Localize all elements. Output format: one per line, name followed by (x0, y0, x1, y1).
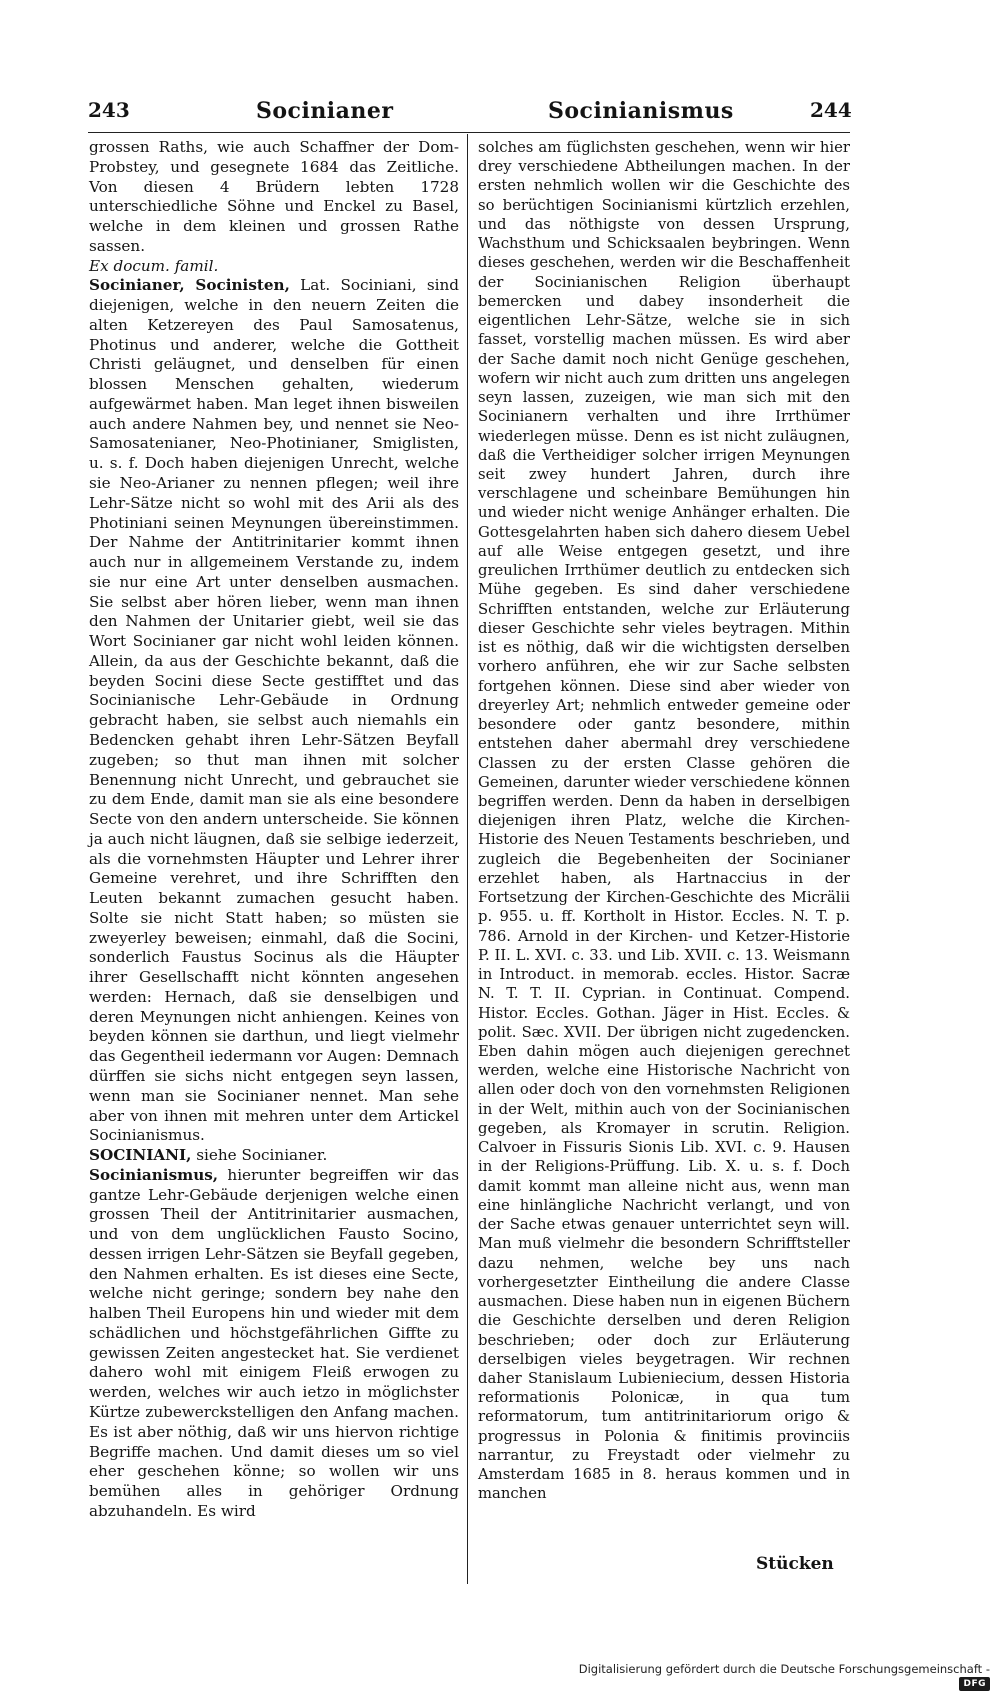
page-header (88, 98, 850, 132)
right-running-head: Socinianismus (548, 98, 734, 124)
entry-text: hierunter begreiffen wir das gantze Lehr-Gebäude derjenigen welche einen grossen Theil der Antitrinitarier ausmachen, und von dem unglücklichen Fausto Socino, dessen irrigen Lehr-Sätzen sie Beyfall gegeben, den Nahmen erhalten. Es ist dieses eine Secte, welche nicht geringe; sondern bey nahe den halben Theil Europens hin und wieder mit dem schädlichen und höchstgefährlichen Giffte zu gewissen Zeiten angestecket hat. Sie verdienet dahero wohl mit einigem Fleiß erwogen zu werden, welches wir auch ietzo in möglichster Kürtze zubewerckstelligen den Anfang machen. Es ist aber nöthig, daß wir uns hiervon richtige Begriffe machen. Und damit dieses um so viel eher geschehen könne; so wollen wir uns bemühen alles in gehöriger Ordnung abzuhandeln. Es wird (89, 1165, 459, 1520)
entry-headword: Socinianer, Socinisten, (89, 276, 290, 295)
catchword: Stücken (756, 1554, 834, 1574)
left-running-head: Socinianer (256, 98, 394, 124)
entry-sociniani (89, 1146, 459, 1166)
paragraph-continuation: solches am füglichsten geschehen, wenn wir hier drey verschiedene Abtheilungen machen. In der ersten nehmlich wollen wir die Geschichte des so berüchtigen Socinianismi kürtzlich erzehlen, und das nöthigste von dessen Ursprung, Wachsthum und Schicksaalen beybringen. Wenn dieses geschehen, werden wir die Beschaffenheit der Socinianischen Religion überhaupt bemercken und dabey insonderheit die eigentlichen Lehr-Sätze, welche sie in sich fasset, vorstellig machen müssen. Es wird aber der Sache damit noch nicht Genüge geschehen, wofern wir nicht auch zum dritten uns angelegen seyn lassen, zuzeigen, wie man sich mit den Socinianern verhalten und ihre Irrthümer wiederlegen müsse. Denn es ist nicht zuläugnen, daß die Vertheidiger solcher irrigen Meynungen seit zwey hundert Jahren, durch ihre verschlagene und scheinbare Bemühungen hin und wieder nicht wenige Anhänger erhalten. Die Gottesgelahrten haben sich dahero diesem Uebel auf alle Weise entgegen gesetzt, und ihre greulichen Irrthümer deutlich zu entdecken sich Mühe gegeben. Es sind daher verschiedene Schrifften entstanden, welche zur Erläuterung dieser Geschichte sehr vieles beytragen. Mithin ist es nöthig, daß wir die wichtigsten derselben vorhero anführen, ehe wir zur Sache selbsten fortgehen können. Diese sind aber wieder von dreyerley Art; nehmlich entweder gemeine oder besondere oder gantz besondere, mithin entstehen daher abermahl drey verschiedene Classen zu der ersten Classe gehören die Gemeinen, darunter wieder verschiedene können begriffen werden. Denn da haben in derselbigen diejenigen ihren Platz, welche die Kirchen-Historie des Neuen Testaments beschrieben, und zugleich die Begebenheiten der Socinianer erzehlet haben, als Hartnaccius in der Fortsetzung der Kirchen-Geschichte des Micrälii p. 955. u. ff. Kortholt in Histor. Eccles. N. T. p. 786. Arnold in der Kirchen- und Ketzer-Historie P. II. L. XVI. c. 33. und Lib. XVII. c. 13. Weismann in Introduct. in memorab. eccles. Histor. Sacræ N. T. T. II. Cyprian. in Continuat. Compend. Histor. Eccles. Gothan. Jäger in Hist. Eccles. & polit. Sæc. XVII. Der übrigen nicht zugedencken. Eben dahin mögen auch diejenigen gerechnet werden, welche eine Historische Nachricht von allen oder doch von den vornehmsten Religionen in der Welt, mithin auch von der Socinianischen gegeben, als Kromayer in scrutin. Religion. Calvoer in Fissuris Sionis Lib. XVI. c. 9. Hausen in der Religions-Prüffung. Lib. X. u. s. f. Doch damit kommt man alleine nicht aus, wenn man eine hinlängliche Nachricht verlangt, und von der Sache etwas genauer unterrichtet seyn will. Man muß vielmehr die besondern Schrifftsteller dazu nehmen, welche bey uns nach vorhergesetzter Eintheilung die andere Classe ausmachen. Diese haben nun in eigenen Büchern die Geschichte derselben und deren Religion beschrieben; oder doch zur Erläuterung derselbigen vieles beygetragen. Wir rechnen daher Stanislaum Lubieniecium, dessen Historia reformationis Polonicæ, in qua tum reformatorum, tum antitrinitariorum origo & progressus in Polonia & finitimis provinciis narrantur, zu Freystadt oder vielmehr zu Amsterdam 1685 in 8. heraus kommen und in manchen (478, 139, 850, 1503)
right-page-number: 244 (810, 98, 852, 122)
entry-headword: SOCINIANI, (89, 1146, 192, 1165)
digitization-footer (560, 1662, 990, 1689)
entry-text: siehe Socinianer. (196, 1146, 328, 1165)
left-page-number: 243 (88, 98, 130, 122)
column-divider (467, 134, 468, 1584)
paragraph-continuation: grossen Raths, wie auch Schaffner der Dom-Probstey, und gesegnete 1684 das Zeitliche. Von diesen 4 Brüdern lebten 1728 unterschiedliche Söhne und Enckel zu Basel, welche in dem kleinen und grossen Rathe sassen. (89, 138, 459, 255)
source-citation: Ex docum. famil. (89, 256, 219, 275)
header-rule (88, 132, 850, 133)
footer-credit: Digitalisierung gefördert durch die Deutsche Forschungsgemeinschaft - (578, 1662, 990, 1676)
right-column (478, 138, 850, 1504)
entry-socinianer (89, 276, 459, 1146)
entry-headword: Socinianismus, (89, 1165, 219, 1184)
left-column (89, 138, 459, 1522)
entry-text: Lat. Sociniani, sind diejenigen, welche in den neuern Zeiten die alten Ketzereyen des Paul Samosatenus, Photinus und anderer, welche die Gottheit Christi geläugnet, und denselben für einen blossen Menschen gehalten, wiederum aufgewärmet haben. Man leget ihnen bisweilen auch andere Nahmen bey, und nennet sie Neo-Samosatenianer, Neo-Photinianer, Smiglisten, u. s. f. Doch haben diejenigen Unrecht, welche sie Neo-Arianer zu nennen pflegen; weil ihre Lehr-Sätze nicht so wohl mit des Arii als des Photiniani seinen Meynungen übereinstimmen. Der Nahme der Antitrinitarier kommt ihnen auch nur in allgemeinem Verstande zu, indem sie nur eine Art unter denselben ausmachen. Sie selbst aber hören lieber, wenn man ihnen den Nahmen der Unitarier giebt, weil sie das Wort Socinianer gar nicht wohl leiden können. Allein, da aus der Geschichte bekannt, daß die beyden Socini diese Secte gestifftet und das Socinianische Lehr-Gebäude in Ordnung gebracht haben, sie selbst auch niemahls ein Bedencken gehabt ihren Lehr-Sätzen Beyfall zugeben; so thut man ihnen mit solcher Benennung nicht Unrecht, und gebrauchet sie zu dem Ende, damit man sie als eine besondere Secte von den andern unterscheide. Sie können ja auch nicht läugnen, daß sie selbige iederzeit, als die vornehmsten Häupter und Lehrer ihrer Gemeine verehret, und ihre Schrifften den Leuten bekannt zumachen gesucht haben. Solte sie nicht Statt haben; so müsten sie zweyerley beweisen; einmahl, daß die Socini, sonderlich Faustus Socinus als die Häupter ihrer Gesellschafft nicht könnten angesehen werden: Hernach, daß sie denselbigen und deren Meynungen nicht anhiengen. Keines von beyden können sie darthun, und liegt vielmehr das Gegentheil iedermann vor Augen: Demnach dürffen sie sichs nicht entgegen seyn lassen, wenn man sie Socinianer nennet. Man sehe aber von ihnen mit mehren unter dem Artickel Socinianismus. (89, 276, 459, 1145)
entry-socinianismus (89, 1166, 459, 1522)
dfg-logo: DFG (959, 1677, 990, 1691)
